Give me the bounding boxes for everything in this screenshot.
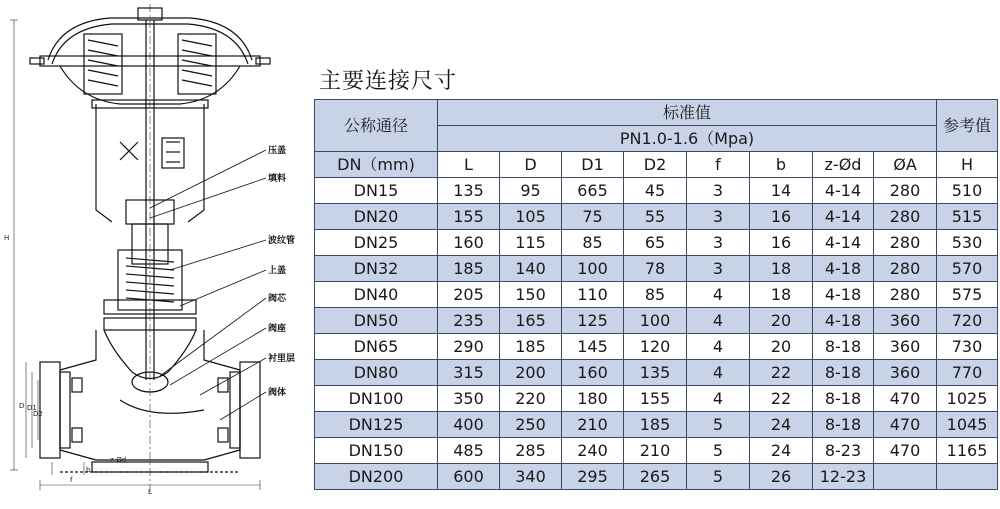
table-cell: 730: [937, 334, 998, 360]
table-cell: 95: [500, 178, 562, 204]
row-dn-cell: DN25: [315, 230, 438, 256]
dim-b: b: [86, 466, 91, 474]
table-cell: 265: [624, 464, 687, 490]
table-cell: 180: [562, 386, 624, 412]
table-cell: 4: [687, 386, 750, 412]
row-dn-cell: DN65: [315, 334, 438, 360]
table-cell: 135: [438, 178, 500, 204]
table-cell: 4-18: [813, 256, 874, 282]
table-cell: 85: [624, 282, 687, 308]
table-cell: 400: [438, 412, 500, 438]
table-cell: 145: [562, 334, 624, 360]
table-cell: 470: [874, 386, 937, 412]
table-cell: 24: [750, 412, 813, 438]
table-cell: 105: [500, 204, 562, 230]
table-cell: 360: [874, 334, 937, 360]
table-cell: 12-23: [813, 464, 874, 490]
table-cell: 4: [687, 360, 750, 386]
table-cell: 20: [750, 334, 813, 360]
table-cell: 8-18: [813, 360, 874, 386]
row-dn-cell: DN200: [315, 464, 438, 490]
row-dn-cell: DN50: [315, 308, 438, 334]
table-cell: 280: [874, 256, 937, 282]
table-cell: 220: [500, 386, 562, 412]
table-cell: 3: [687, 230, 750, 256]
table-cell: 295: [562, 464, 624, 490]
table-cell: 4: [687, 282, 750, 308]
table-cell: 600: [438, 464, 500, 490]
column-header: D2: [624, 152, 687, 178]
table-cell: 85: [562, 230, 624, 256]
column-header: DN（mm): [315, 152, 438, 178]
connection-dimensions-table: [314, 99, 998, 490]
table-cell: 280: [874, 178, 937, 204]
table-cell: 16: [750, 204, 813, 230]
table-cell: 360: [874, 308, 937, 334]
table-cell: 340: [500, 464, 562, 490]
table-cell: 280: [874, 204, 937, 230]
table-cell: 160: [562, 360, 624, 386]
table-cell: 185: [624, 412, 687, 438]
table-row: [315, 308, 998, 334]
dim-d2: D2: [33, 410, 43, 418]
table-row: [315, 204, 998, 230]
table-cell: 360: [874, 360, 937, 386]
table-cell: 65: [624, 230, 687, 256]
table-cell: 280: [874, 282, 937, 308]
column-header: f: [687, 152, 750, 178]
label-bellows: 波纹管: [268, 236, 296, 246]
table-cell: [874, 464, 937, 490]
table-cell: 205: [438, 282, 500, 308]
table-cell: 4: [687, 334, 750, 360]
table-cell: 4-18: [813, 308, 874, 334]
table-cell: 20: [750, 308, 813, 334]
dim-zd: z-Ød: [110, 456, 127, 464]
table-cell: 120: [624, 334, 687, 360]
table-cell: 5: [687, 412, 750, 438]
label-valve-seat: 阀座: [268, 324, 287, 334]
table-cell: 155: [438, 204, 500, 230]
table-row: [315, 334, 998, 360]
table-row: [315, 386, 998, 412]
table-title: 主要连接尺寸: [319, 69, 458, 94]
table-cell: 26: [750, 464, 813, 490]
table-cell: 210: [624, 438, 687, 464]
table-cell: 285: [500, 438, 562, 464]
table-cell: 240: [562, 438, 624, 464]
header-pressure-rating: PN1.0-1.6（Mpa): [438, 126, 937, 152]
label-valve-plug: 阀芯: [268, 294, 287, 304]
table-cell: 78: [624, 256, 687, 282]
table-cell: 3: [687, 256, 750, 282]
table-cell: 1165: [937, 438, 998, 464]
table-cell: 4-14: [813, 204, 874, 230]
table-cell: 3: [687, 204, 750, 230]
column-header: D: [500, 152, 562, 178]
table-cell: 150: [500, 282, 562, 308]
table-cell: 165: [500, 308, 562, 334]
table-cell: [937, 464, 998, 490]
table-cell: 135: [624, 360, 687, 386]
table-row: [315, 412, 998, 438]
table-cell: 3: [687, 178, 750, 204]
table-row: [315, 282, 998, 308]
column-header: ØA: [874, 152, 937, 178]
table-cell: 290: [438, 334, 500, 360]
row-dn-cell: DN100: [315, 386, 438, 412]
table-cell: 235: [438, 308, 500, 334]
table-cell: 18: [750, 282, 813, 308]
table-cell: 530: [937, 230, 998, 256]
table-cell: 5: [687, 464, 750, 490]
table-cell: 280: [874, 230, 937, 256]
label-packing: 填料: [268, 174, 287, 184]
table-cell: 125: [562, 308, 624, 334]
dim-l: L: [148, 488, 152, 496]
header-reference-value: 参考值: [937, 100, 998, 152]
table-cell: 510: [937, 178, 998, 204]
table-cell: 185: [438, 256, 500, 282]
table-row: [315, 360, 998, 386]
table-cell: 4-18: [813, 282, 874, 308]
table-cell: 8-18: [813, 412, 874, 438]
table-cell: 1045: [937, 412, 998, 438]
table-cell: 100: [624, 308, 687, 334]
label-bonnet: 上盖: [268, 266, 287, 276]
table-cell: 55: [624, 204, 687, 230]
table-cell: 350: [438, 386, 500, 412]
row-dn-cell: DN32: [315, 256, 438, 282]
table-cell: 45: [624, 178, 687, 204]
table-cell: 210: [562, 412, 624, 438]
table-cell: 200: [500, 360, 562, 386]
row-dn-cell: DN15: [315, 178, 438, 204]
table-cell: 18: [750, 256, 813, 282]
table-row: [315, 230, 998, 256]
label-gland: 压盖: [268, 146, 287, 156]
table-row: [315, 464, 998, 490]
column-header: H: [937, 152, 998, 178]
row-dn-cell: DN20: [315, 204, 438, 230]
table-cell: 4: [687, 308, 750, 334]
table-cell: 250: [500, 412, 562, 438]
table-row: [315, 256, 998, 282]
table-cell: 110: [562, 282, 624, 308]
table-cell: 770: [937, 360, 998, 386]
table-cell: 1025: [937, 386, 998, 412]
table-cell: 100: [562, 256, 624, 282]
header-standard-value: 标准值: [438, 100, 937, 126]
column-header: z-Ød: [813, 152, 874, 178]
row-dn-cell: DN125: [315, 412, 438, 438]
row-dn-cell: DN150: [315, 438, 438, 464]
table-cell: 575: [937, 282, 998, 308]
table-cell: 8-18: [813, 386, 874, 412]
row-dn-cell: DN40: [315, 282, 438, 308]
table-cell: 155: [624, 386, 687, 412]
dim-f: f: [70, 476, 73, 484]
table-cell: 5: [687, 438, 750, 464]
label-lining: 衬里层: [268, 354, 296, 364]
table-cell: 8-23: [813, 438, 874, 464]
table-cell: 24: [750, 438, 813, 464]
table-cell: 315: [438, 360, 500, 386]
table-cell: 8-18: [813, 334, 874, 360]
column-header: L: [438, 152, 500, 178]
table-cell: 22: [750, 386, 813, 412]
table-cell: 665: [562, 178, 624, 204]
table-cell: 75: [562, 204, 624, 230]
table-cell: 470: [874, 438, 937, 464]
row-dn-cell: DN80: [315, 360, 438, 386]
valve-drawing: [0, 0, 300, 505]
table-cell: 515: [937, 204, 998, 230]
table-cell: 185: [500, 334, 562, 360]
table-cell: 22: [750, 360, 813, 386]
dim-d: D: [19, 402, 25, 410]
dim-d1: D1: [27, 404, 37, 412]
column-header: b: [750, 152, 813, 178]
valve-cross-section-diagram: [0, 0, 300, 505]
table-cell: 720: [937, 308, 998, 334]
table-cell: 570: [937, 256, 998, 282]
table-cell: 4-14: [813, 230, 874, 256]
table-cell: 160: [438, 230, 500, 256]
table-cell: 140: [500, 256, 562, 282]
dim-h: H: [4, 234, 10, 242]
table-cell: 14: [750, 178, 813, 204]
table-row: [315, 438, 998, 464]
table-cell: 485: [438, 438, 500, 464]
table-cell: 16: [750, 230, 813, 256]
label-valve-body: 阀体: [268, 388, 287, 398]
table-row: [315, 178, 998, 204]
table-cell: 470: [874, 412, 937, 438]
table-cell: 4-14: [813, 178, 874, 204]
column-header: D1: [562, 152, 624, 178]
table-cell: 115: [500, 230, 562, 256]
header-nominal-diameter: 公称通径: [315, 100, 438, 152]
